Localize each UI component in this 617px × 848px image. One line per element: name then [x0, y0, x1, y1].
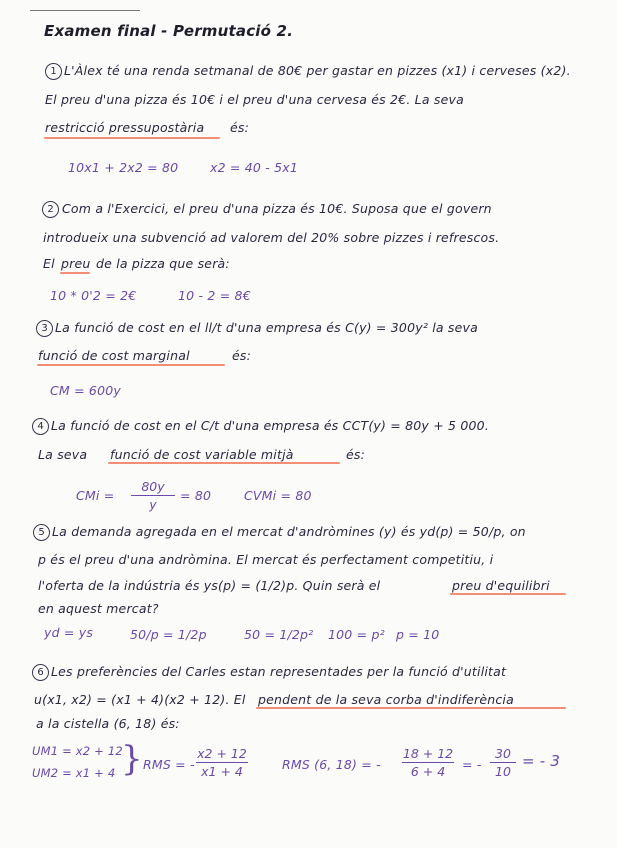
q6-line-2-start: u(x1, x2) = (x1 + 4)(x2 + 12). El: [34, 692, 246, 707]
q4-fraction-numerator: 80y: [141, 479, 165, 494]
q6-line-3: a la cistella (6, 18) és:: [36, 716, 180, 731]
q6-rms-numerator: x2 + 12: [197, 746, 247, 761]
q2-line-2: introdueix una subvenció ad valorem del 20% sobre pizzes i refrescos.: [43, 230, 500, 245]
q5-equation-1: yd = ys: [44, 625, 94, 640]
q6-um2: UM2 = x1 + 4: [32, 766, 116, 780]
q6-rms-bar: [196, 762, 248, 763]
page-title: Examen final - Permutació 2.: [44, 22, 294, 40]
q4-fraction-denominator: y: [149, 497, 157, 512]
q4-line-2-end: és:: [346, 447, 366, 462]
q6-rms2-fraction: [402, 746, 454, 779]
q6-rms2-numerator: 18 + 12: [402, 746, 454, 761]
q2-line-3-end: de la pizza que serà:: [96, 256, 230, 271]
q6-rms2-denominator: 6 + 4: [410, 764, 446, 779]
q6-final-fraction: [490, 746, 516, 779]
question-number-5: 5: [33, 524, 50, 541]
q5-line-2: p és el preu d'una andròmina. El mercat és perfectament competitiu, i: [38, 552, 494, 567]
q5-underline: [450, 593, 566, 595]
question-number-2: 2: [42, 201, 59, 218]
q2-highlight: preu: [61, 256, 91, 271]
top-rule: [30, 10, 140, 11]
q6-final-bar: [490, 762, 516, 763]
q3-line-2-end: és:: [232, 348, 252, 363]
q1-line-1: L'Àlex té una renda setmanal de 80€ per gastar en pizzes (x1) i cerveses (x2).: [64, 63, 571, 78]
q3-line-1: La funció de cost en el ll/t d'una empresa és C(y) = 300y² la seva: [55, 320, 478, 335]
q6-rms-fraction: [196, 746, 248, 779]
question-number-6: 6: [32, 664, 49, 681]
q1-equation-2: x2 = 40 - 5x1: [210, 160, 299, 175]
q1-underline: [44, 137, 220, 139]
q3-highlight: funció de cost marginal: [38, 348, 190, 363]
q6-rms-denominator: x1 + 4: [201, 764, 243, 779]
q6-rms-lhs: RMS = -: [143, 757, 195, 772]
q6-result: = - 3: [522, 752, 561, 770]
q4-lhs: CMi =: [76, 488, 115, 503]
q2-line-1: Com a l'Exercici, el preu d'una pizza és 10€. Suposa que el govern: [62, 201, 492, 216]
question-number-1: 1: [45, 63, 62, 80]
q5-line-1: La demanda agregada en el mercat d'andròmines (y) és yd(p) = 50/p, on: [52, 524, 526, 539]
q6-rms2-bar: [402, 762, 454, 763]
q4-fraction: [131, 479, 175, 512]
q5-equation-2: 50/p = 1/2p: [130, 627, 207, 642]
q2-equation-2: 10 - 2 = 8€: [178, 288, 251, 303]
q6-equals-minus: = -: [462, 757, 482, 772]
q5-equation-4: 100 = p²: [328, 627, 385, 642]
question-number-3: 3: [36, 320, 53, 337]
q2-equation-1: 10 * 0'2 = 2€: [50, 288, 137, 303]
q5-equation-5: p = 10: [396, 627, 440, 642]
q6-final-numerator: 30: [495, 746, 511, 761]
q1-line-3-end: és:: [230, 120, 250, 135]
q6-rms2-lhs: RMS (6, 18) = -: [282, 757, 381, 772]
q4-line-2-start: La seva: [38, 447, 88, 462]
q1-equation-1: 10x1 + 2x2 = 80: [68, 160, 179, 175]
q6-brace: }: [121, 739, 143, 779]
q4-line-1: La funció de cost en el C/t d'una empresa és CCT(y) = 80y + 5 000.: [51, 418, 489, 433]
q4-fraction-bar: [131, 495, 175, 496]
q5-line-4: en aquest mercat?: [38, 601, 159, 616]
q4-rhs: = 80: [180, 488, 212, 503]
q3-equation-1: CM = 600y: [50, 383, 121, 398]
q4-equation-2: CVMi = 80: [244, 488, 312, 503]
q6-highlight: pendent de la seva corba d'indiferència: [258, 692, 514, 707]
q2-underline: [60, 272, 90, 274]
q1-line-2: El preu d'una pizza és 10€ i el preu d'una cervesa és 2€. La seva: [45, 92, 464, 107]
q3-underline: [37, 364, 225, 366]
question-number-4: 4: [32, 418, 49, 435]
q1-highlight: restricció pressupostària: [45, 120, 205, 135]
q5-line-3-start: l'oferta de la indústria és ys(p) = (1/2)p. Quin serà el: [38, 578, 381, 593]
q4-underline: [108, 462, 340, 464]
q4-highlight: funció de cost variable mitjà: [110, 447, 294, 462]
q6-final-denominator: 10: [495, 764, 511, 779]
q6-um1: UM1 = x2 + 12: [32, 744, 123, 758]
q6-underline: [256, 707, 566, 709]
q5-highlight: preu d'equilibri: [452, 578, 550, 593]
q2-line-3-start: El: [43, 256, 55, 271]
q5-equation-3: 50 = 1/2p²: [244, 627, 314, 642]
q6-line-1: Les preferències del Carles estan representades per la funció d'utilitat: [51, 664, 507, 679]
